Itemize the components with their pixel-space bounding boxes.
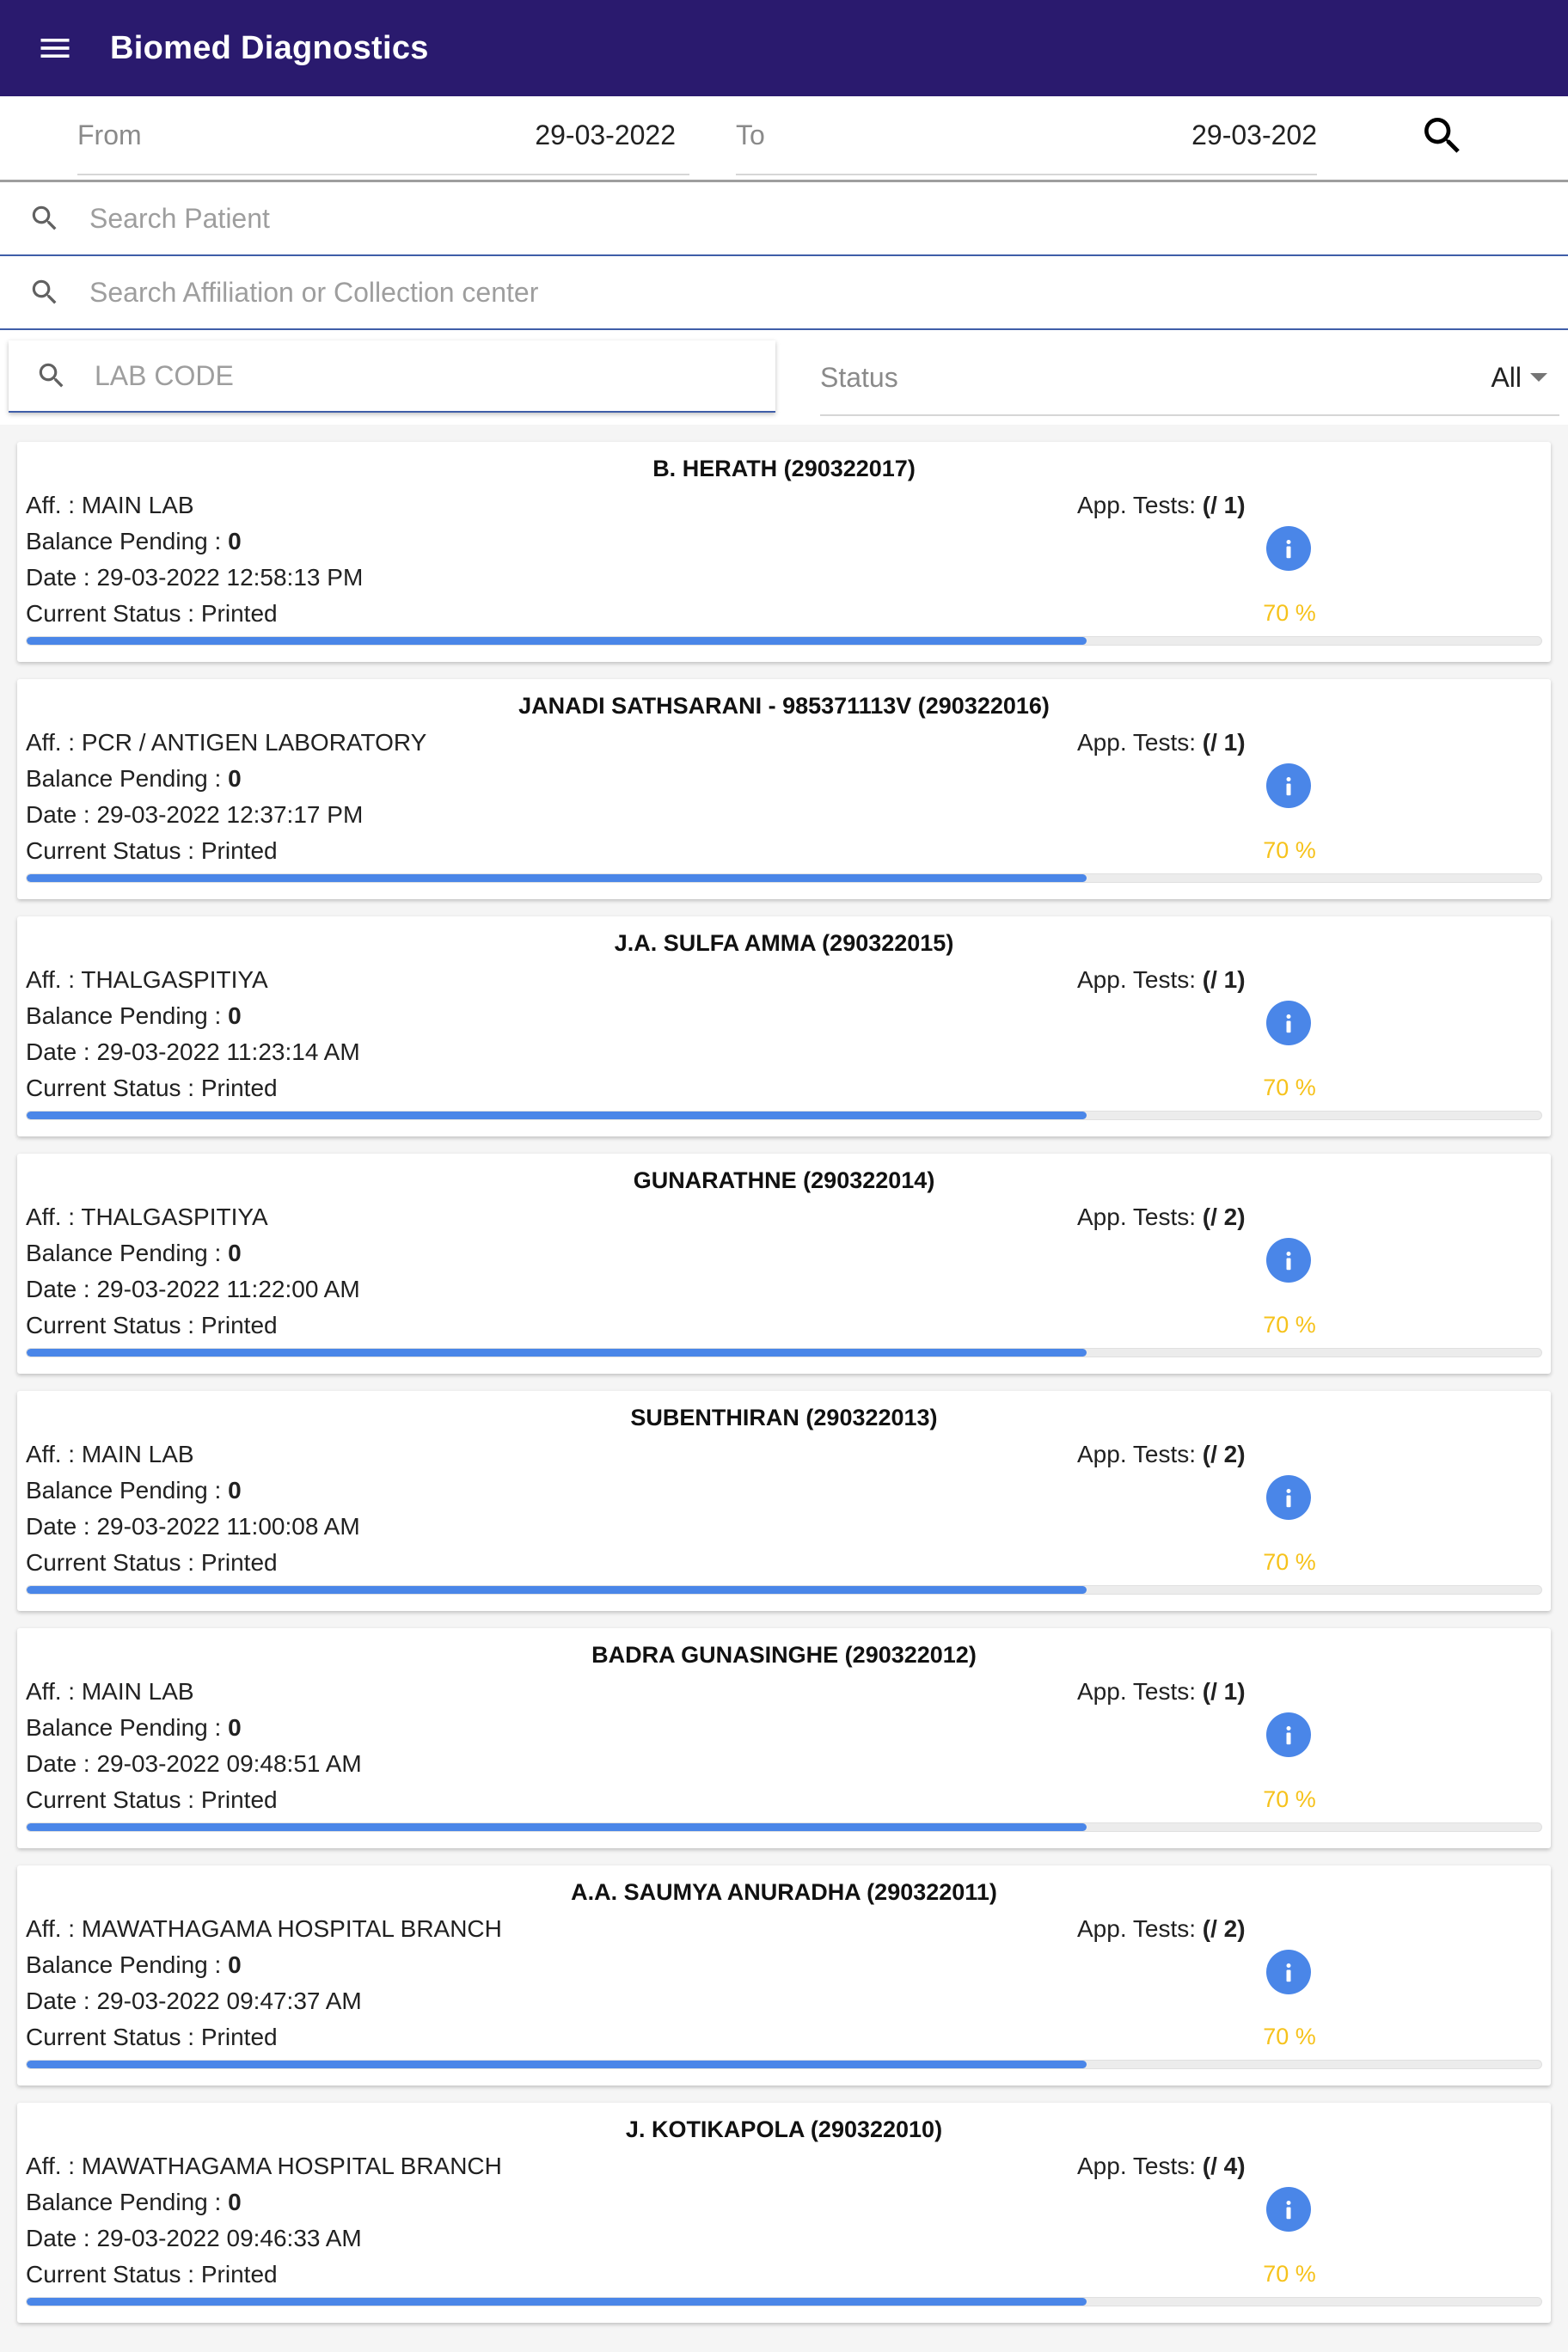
affiliation: Aff. : MAIN LAB bbox=[26, 1678, 194, 1705]
progress-bar bbox=[26, 636, 1542, 646]
info-icon bbox=[1276, 1485, 1302, 1510]
record-date: Date : 29-03-2022 09:47:37 AM bbox=[26, 1988, 362, 2014]
search-icon bbox=[28, 202, 61, 235]
progress-percent: 70 % bbox=[1263, 1786, 1316, 1812]
app-tests: App. Tests: (/ 2) bbox=[1077, 1204, 1246, 1230]
search-icon bbox=[1418, 112, 1467, 160]
balance-pending: Balance Pending : 0 bbox=[26, 1002, 242, 1029]
date-range-bar bbox=[0, 96, 1568, 182]
info-button[interactable] bbox=[1266, 763, 1311, 808]
progress-fill bbox=[27, 1349, 1087, 1357]
progress-percent: 70 % bbox=[1263, 1549, 1316, 1575]
info-button[interactable] bbox=[1266, 1712, 1311, 1757]
from-date-value: 29-03-2022 bbox=[535, 119, 676, 150]
patient-name: JANADI SATHSARANI - 985371113V (290322016) bbox=[518, 693, 1050, 719]
progress-percent: 70 % bbox=[1263, 1075, 1316, 1100]
record-card[interactable] bbox=[17, 1865, 1551, 2086]
balance-pending: Balance Pending : 0 bbox=[26, 528, 242, 554]
info-button[interactable] bbox=[1266, 1001, 1311, 1045]
app-bar bbox=[0, 0, 1568, 96]
status-dropdown[interactable] bbox=[820, 340, 1559, 416]
current-status: Current Status : Printed bbox=[26, 1312, 278, 1338]
record-date: Date : 29-03-2022 09:46:33 AM bbox=[26, 2225, 362, 2251]
patient-name: J.A. SULFA AMMA (290322015) bbox=[614, 930, 954, 956]
progress-bar bbox=[26, 1822, 1542, 1832]
to-label: To bbox=[736, 119, 765, 150]
app-tests: App. Tests: (/ 4) bbox=[1077, 2153, 1246, 2179]
patient-name: B. HERATH (290322017) bbox=[652, 456, 916, 481]
current-status: Current Status : Printed bbox=[26, 600, 278, 627]
patient-name: BADRA GUNASINGHE (290322012) bbox=[591, 1642, 977, 1668]
record-card[interactable] bbox=[17, 2103, 1551, 2323]
record-card[interactable] bbox=[17, 916, 1551, 1136]
app-tests: App. Tests: (/ 2) bbox=[1077, 1441, 1246, 1467]
affiliation: Aff. : MAIN LAB bbox=[26, 492, 194, 518]
app-tests: App. Tests: (/ 1) bbox=[1077, 729, 1246, 756]
patient-name: J. KOTIKAPOLA (290322010) bbox=[625, 2116, 943, 2142]
from-label: From bbox=[77, 119, 142, 150]
balance-pending: Balance Pending : 0 bbox=[26, 1240, 242, 1266]
app-tests: App. Tests: (/ 2) bbox=[1077, 1915, 1246, 1942]
filter-row bbox=[0, 330, 1568, 425]
records-list bbox=[0, 425, 1568, 2352]
info-icon bbox=[1276, 2196, 1302, 2222]
app-tests: App. Tests: (/ 1) bbox=[1077, 1678, 1246, 1705]
app-title: Biomed Diagnostics bbox=[110, 29, 429, 66]
balance-pending: Balance Pending : 0 bbox=[26, 1477, 242, 1504]
affiliation: Aff. : MAIN LAB bbox=[26, 1441, 194, 1467]
progress-fill bbox=[27, 1112, 1087, 1119]
info-icon bbox=[1276, 1722, 1302, 1748]
record-date: Date : 29-03-2022 11:23:14 AM bbox=[26, 1038, 360, 1065]
progress-fill bbox=[27, 2061, 1087, 2068]
record-card[interactable] bbox=[17, 442, 1551, 662]
affiliation: Aff. : THALGASPITIYA bbox=[26, 1204, 268, 1230]
balance-pending: Balance Pending : 0 bbox=[26, 1714, 242, 1741]
patient-name: A.A. SAUMYA ANURADHA (290322011) bbox=[571, 1879, 997, 1905]
menu-icon bbox=[36, 29, 74, 67]
info-button[interactable] bbox=[1266, 1238, 1311, 1283]
progress-percent: 70 % bbox=[1263, 600, 1316, 626]
info-button[interactable] bbox=[1266, 1950, 1311, 1994]
affiliation-search-input[interactable] bbox=[89, 277, 1465, 309]
progress-bar bbox=[26, 1348, 1542, 1357]
current-status: Current Status : Printed bbox=[26, 1786, 278, 1813]
info-button[interactable] bbox=[1266, 526, 1311, 571]
progress-fill bbox=[27, 2298, 1087, 2306]
search-icon bbox=[28, 276, 61, 309]
affiliation: Aff. : MAWATHAGAMA HOSPITAL BRANCH bbox=[26, 1915, 502, 1942]
date-search-button[interactable] bbox=[1410, 103, 1475, 168]
record-date: Date : 29-03-2022 09:48:51 AM bbox=[26, 1750, 362, 1777]
info-icon bbox=[1276, 536, 1302, 561]
record-card[interactable] bbox=[17, 679, 1551, 899]
progress-bar bbox=[26, 1111, 1542, 1120]
record-date: Date : 29-03-2022 11:22:00 AM bbox=[26, 1276, 360, 1302]
current-status: Current Status : Printed bbox=[26, 1075, 278, 1101]
progress-percent: 70 % bbox=[1263, 837, 1316, 863]
record-card[interactable] bbox=[17, 1391, 1551, 1611]
from-date-field[interactable] bbox=[77, 96, 689, 175]
current-status: Current Status : Printed bbox=[26, 2024, 278, 2050]
record-card[interactable] bbox=[17, 1628, 1551, 1848]
lab-code-input[interactable] bbox=[95, 360, 748, 392]
app-tests: App. Tests: (/ 1) bbox=[1077, 492, 1246, 518]
balance-pending: Balance Pending : 0 bbox=[26, 2189, 242, 2215]
app-tests: App. Tests: (/ 1) bbox=[1077, 966, 1246, 993]
progress-percent: 70 % bbox=[1263, 2261, 1316, 2287]
affiliation: Aff. : THALGASPITIYA bbox=[26, 966, 268, 993]
to-date-value: 29-03-202 bbox=[1191, 119, 1317, 150]
to-date-field[interactable] bbox=[736, 96, 1317, 175]
progress-fill bbox=[27, 637, 1087, 645]
record-card[interactable] bbox=[17, 1154, 1551, 1374]
balance-pending: Balance Pending : 0 bbox=[26, 765, 242, 792]
status-label: Status bbox=[820, 361, 898, 393]
progress-bar bbox=[26, 1585, 1542, 1595]
current-status: Current Status : Printed bbox=[26, 1549, 278, 1576]
progress-bar bbox=[26, 2060, 1542, 2069]
affiliation: Aff. : PCR / ANTIGEN LABORATORY bbox=[26, 729, 427, 756]
patient-name: GUNARATHNE (290322014) bbox=[633, 1167, 935, 1193]
info-icon bbox=[1276, 1247, 1302, 1273]
lab-code-search bbox=[9, 340, 775, 413]
info-icon bbox=[1276, 1010, 1302, 1036]
progress-fill bbox=[27, 874, 1087, 882]
record-date: Date : 29-03-2022 11:00:08 AM bbox=[26, 1513, 360, 1540]
patient-search-input[interactable] bbox=[89, 203, 1465, 235]
search-icon bbox=[35, 359, 68, 392]
balance-pending: Balance Pending : 0 bbox=[26, 1951, 242, 1978]
menu-button[interactable] bbox=[0, 0, 110, 96]
affiliation-search-bar bbox=[0, 256, 1568, 330]
current-status: Current Status : Printed bbox=[26, 837, 278, 864]
progress-percent: 70 % bbox=[1263, 2024, 1316, 2049]
patient-search-bar bbox=[0, 182, 1568, 256]
progress-bar bbox=[26, 873, 1542, 883]
current-status: Current Status : Printed bbox=[26, 2261, 278, 2288]
info-icon bbox=[1276, 773, 1302, 799]
progress-fill bbox=[27, 1586, 1087, 1594]
affiliation: Aff. : MAWATHAGAMA HOSPITAL BRANCH bbox=[26, 2153, 502, 2179]
record-date: Date : 29-03-2022 12:37:17 PM bbox=[26, 801, 364, 828]
patient-name: SUBENTHIRAN (290322013) bbox=[630, 1405, 938, 1430]
info-button[interactable] bbox=[1266, 2187, 1311, 2232]
dropdown-caret-icon bbox=[1530, 373, 1547, 382]
info-icon bbox=[1276, 1959, 1302, 1985]
record-date: Date : 29-03-2022 12:58:13 PM bbox=[26, 564, 364, 591]
progress-fill bbox=[27, 1823, 1087, 1831]
progress-percent: 70 % bbox=[1263, 1312, 1316, 1338]
status-selected-value: All bbox=[1491, 361, 1522, 393]
progress-bar bbox=[26, 2297, 1542, 2306]
info-button[interactable] bbox=[1266, 1475, 1311, 1520]
